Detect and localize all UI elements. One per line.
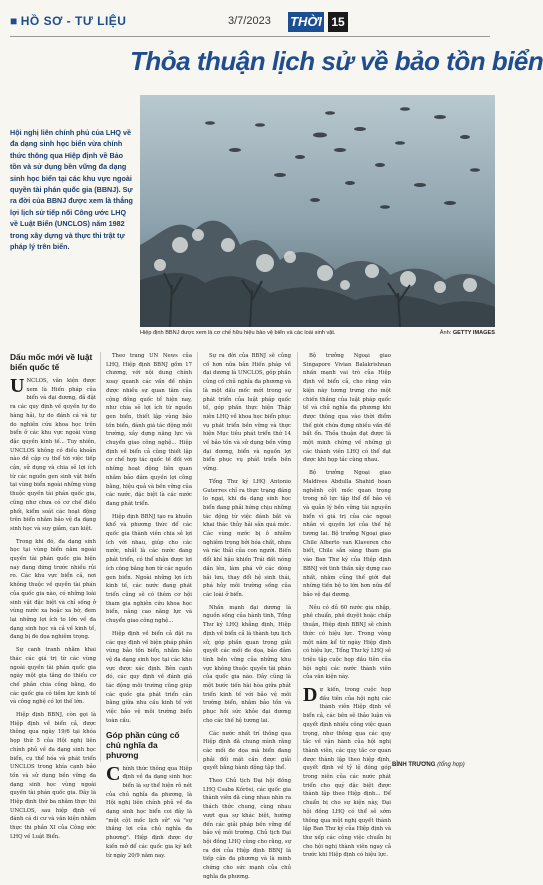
section-title: HỒ SƠ - TƯ LIỆU (20, 14, 127, 28)
paragraph: Nhấn mạnh đại dương là nguồn sống của hành tinh, Tổng Thư ký LHQ khẳng định, Hiệp định về biển cả là thành tựu lịch sử, góp phần quan trọng giải quyết các mối đe dọa, bảo đảm tính bền vững của những khu vực không thuộc quyền tài phán của quốc gia nào. Đây cũng là một bước tiến hài hòa giữa phát triển kinh tế với bảo vệ môi trường biển, nhằm bảo tồn và phục hồi sức khỏe đại dương cho các thế hệ tương lai. (203, 604, 291, 724)
article-photo (140, 95, 495, 327)
paragraph: Hiệp định BBNJ tạo ra khuôn khổ và phương thức để các quốc gia thành viên chia sẻ lợi ích với nhau, giúp cho các nước, nhất là các nước đang phát triển, có thể nhận được lợi ích công bằng hơn từ các nguồn gen biển. Ngoài những lợi ích kinh tế, các nước đang phát triển cũng sẽ có thêm cơ hội tham gia nghiên cứu khoa học biển, nâng cao năng lực và chuyển giao công nghệ... (106, 513, 192, 625)
paragraph: Tổng Thư ký LHQ Antonio Guterres chỉ ra thực trạng đáng lo ngại, khi đa dạng sinh học biển đang phải hứng chịu những tác động từ việc đánh bắt và khai thác thủy hải sản quá mức. Các vùng nước bị ô nhiễm nghiêm trọng bởi hóa chất, nhựa và rác thải của con người. Biến đổi khí hậu khiến Trái đất nóng dần lên, làm phá vỡ các dòng hải lưu, thay đổi hệ sinh thái, phá hủy môi trường sống của các loài ở biển. (203, 478, 291, 598)
paragraph: Bộ trưởng Ngoại giao Maldives Abdulla Shahid hoan nghênh cột mốc quan trọng trong nỗ lực tập thể để bảo vệ và quản lý bền vững tài nguyên biển vì giá trị của các ngoại nhân vì quyền lợi của thế hệ tương lai. Bộ trưởng Ngoại giao Chile Alberto van Klaveren cho biết, Chile sẵn sàng tham gia vào Ban Thư ký của Hiệp định BBNJ với tinh thần xây dựng cao nhất, nhằm củng thế giới đạt những tiến bộ to lớn hơn nữa để bảo vệ đại dương. (303, 470, 391, 598)
photo-credit (400, 330, 495, 336)
paragraph: Hiệp định về biển cả đặt ra các quy định về biện pháp phân vùng bảo tồn biển, nhằm bảo vệ đa dạng sinh học tại các khu vực được xác định. Bên cạnh đó, các quy định về đánh giá tác động môi trường cũng giúp các quốc gia phát triển cân bằng giữa nhu cầu kinh tế với việc bảo vệ môi trường biển toàn cầu. (106, 630, 192, 724)
photo-credit-prefix: Ảnh: (439, 330, 452, 336)
paragraph: Sự canh tranh nhằm khai thác các giá trị từ các vùng ngoài quyền tài phán quốc gia ngày một gia tăng do thiếu cơ chế phân chia công bằng, do các quốc gia có tiềm lực kinh tế và công nghệ có lợi thế lớn. (10, 647, 96, 706)
paragraph: Các nước nhất trí thông qua Hiệp định đã chung mình rằng các mối đe dọa mà biển đang phải đối mặt cần được giải quyết bằng hành động tập thể. (203, 730, 291, 772)
photo-credit-source: GETTY IMAGES (452, 330, 495, 336)
dropcap: C (106, 762, 121, 785)
byline (392, 762, 465, 768)
paragraph-text: ự kiến, trong cuộc họp đầu tiên của hội nghị các thành viên Hiệp định về biển cả, các bên sẽ thảo luận và quyết định nhiều công việc quan trọng, như thông qua các quy tắc về vận hành của hội nghị thành viên, các quy tắc cơ quan được thành lập theo hiệp định, quyết định về tỷ lệ đóng góp trong niên của các nước phát triển cho quỹ đặc biệt được thành lập theo Hiệp định... Để chuẩn bị cho sự kiện này, Đại hội đồng LHQ có thể sẽ sớm thông qua một nghị quyết thành lập Ban Thư ký của Hiệp định và thư xếp các công việc chuẩn bị cho hội nghị thành viên ngay cả trước khi Hiệp định có hiệu lực. (303, 687, 391, 859)
paragraph: Nêu có đủ 60 nước gia nhập, phê chuẩn, phê duyệt hoặc chấp thuận, Hiệp định BBNJ sẽ chính thức có hiệu lực. Trong vòng một năm kể từ ngày Hiệp định có hiệu lực, Tổng Thư ký LHQ sẽ triệu tập cuộc họp đầu tiên của hội nghị các nước thành viên của văn kiện này. (303, 604, 391, 681)
article-column-3 (203, 352, 291, 885)
paragraph (106, 762, 192, 861)
header-divider (10, 36, 490, 37)
paragraph: Theo trang UN News của LHQ, Hiệp định BBNJ gồm 17 chương, với nội dung chính xoay quanh các vấn đề nhận được nhiều sự quan tâm của cộng đồng quốc tế hiện nay, như chia sẻ lợi ích từ nguồn gen biển, thiết lập vùng bảo tồn biển, đánh giá tác động môi trường, xây dựng năng lực và chuyển giao công nghệ... Hiệp định về biển cả cũng thiết lập cơ chế hợp tác quốc tế đối với những hoạt động liên quan nhằm bảo đảm quyền lợi công bằng, hiệu quả và bền vững của các nước, đặc biệt là các nước đang phát triển. (106, 353, 192, 507)
photo-caption: Hiệp định BBNJ được xem là cơ chế hữu hiệu bảo vệ biển và các loài sinh vật. (140, 330, 336, 336)
section-bullet-icon: ■ (10, 14, 18, 28)
paragraph: Sự ra đời của BBNJ sẽ củng cố hơn nữa bản Hiến pháp về đại dương là UNCLOS, góp phần củng cố chủ nghĩa đa phương và là một dấu mốc mới trong sự phát triển của luật pháp quốc tế, góp phần thực hiện Thập niên LHQ về khoa học biển phục vụ phát triển bền vững và thực hiện Mục tiêu phát triển thứ 14 về bảo tồn và sử dụng bền vững đại dương, biển và nguồn lợi biển phục vụ phát triển bền vững. (203, 353, 291, 473)
coral-reef-image (140, 95, 495, 327)
page-header (10, 12, 490, 34)
paragraph: Hiệp định BBNJ, còn gọi là Hiệp định về biển cả, được thông qua ngày 19/6 tại khóa họp thứ 5 của Hội nghị liên chính phủ về đa dạng sinh học biển, cụ thể hóa và phát triển UNCLOS trong khía cạnh bảo tồn và sử dụng bền vững đa dạng sinh học vùng ngoài quyền tài phán quốc gia. Đây là Hiệp định thứ ba nhằm thực thi UNCLOS, sau hiệp định về đánh cá di cư và văn kiện nhằm thực thi phần XI của Công ước LHQ về Luật Biển. (10, 712, 96, 840)
subhead-multilateralism: Góp phần củng cố chủ nghĩa đa phương (106, 729, 180, 760)
article-column-4 (303, 352, 391, 864)
article-column-2 (106, 352, 192, 864)
paragraph: Theo Chủ tịch Đại hội đồng LHQ Csaba Kőrösi, các quốc gia thành viên đã cùng nhau nhìn ra thách thức chung, cùng nhau vượt qua sự khác biệt, hướng đến các giải pháp bền vững để bảo vệ môi trường. Chủ tịch Đại hội đồng LHQ cũng cho rằng, sự ra đời của Hiệp định BBNJ là tiếp cận đa phương và là minh chứng cho sức mạnh của chủ nghĩa đa phương. (203, 778, 291, 880)
dropcap: D (303, 684, 318, 707)
page-number: 15 (328, 12, 348, 32)
section-label (10, 14, 126, 28)
column-divider (197, 352, 198, 762)
byline-author: BÌNH TRƯƠNG (392, 762, 436, 768)
paragraph (10, 377, 96, 534)
paragraph-text: hính thức thông qua Hiệp định về đa dạng sinh học biển là sự thể hiện rõ nét của chủ nghĩa đa phương, là Hội nghị liên chính phủ về đa dạng sinh học biển coi đây là "một cột mốc lịch sử" và "sự thắng lợi của chủ nghĩa đa phương". Hiệp định được dự kiến mở để các quốc gia ký kết từ ngày 20/9 năm nay. (106, 765, 192, 859)
paragraph: Trong khi đó, đa dạng sinh học tại vùng biển nằm ngoài quyền tài phán quốc gia hiện nay đang đứng trước nhiều rủi ro. Các khu vực biển cả, nơi không thuộc về quyền tài phán của quốc gia nào, có những loài sinh vật đặc biệt và chỉ sống ở vùng nước xa hoặc xa bờ, đem lại những lợi ích to lớn về đa dạng sinh học và cả về kinh tế, đang bị đe dọa nghiêm trọng. (10, 538, 96, 641)
newspaper-logo: THỜI (288, 12, 324, 32)
column-divider (100, 352, 101, 762)
paragraph: Bộ trưởng Ngoại giao Singapore Vivian Balakrishnan nhấn mạnh vai trò của Hiệp định về biển cả, cho rằng văn kiện này tương trưng cho một chiến thắng của luật pháp quốc tế và chủ nghĩa đa phương khi được thông qua vào thời điểm thế giới chứa đựng nhiều vấn đề bất ổn. Thỏa thuận đạt được là một minh chứng về những gì các thành viên LHQ có thể đạt được khi họp tác cùng nhau. (303, 353, 391, 464)
issue-date: 3/7/2023 (228, 15, 271, 27)
paragraph-text: NCLOS, văn kiện được xem là Hiến pháp của biển và đại dương, đã đặt ra các quy định về quyền tự do hàng hải, tự do đánh cá và tự do nghiên cứu khoa học trên biển ở các khu vực ngoài vùng đặc quyền kinh tế... Tuy nhiên, UNCLOS không có điều khoản nào đề cập cụ thể tới việc tiếp cận, sử dụng và chia sẻ lợi ích từ các nguồn gen sinh vật biển tại vùng biển ngoài những vùng thuộc quyền tài phán quốc gia, cũng như chưa có cơ chế điều phối, kiểm soát các hoạt động trên biển nhằm bảo vệ đa dạng sinh học và suy giảm, cạn kiệt. (10, 378, 96, 532)
article-column-1 (10, 352, 96, 846)
dropcap: U (10, 375, 25, 397)
article-lead: Hội nghị liên chính phủ của LHQ về đa dạng sinh học biển vừa chính thức thông qua Hiệp định về Bảo tồn và sử dụng bền vững đa dạng sinh học biển tại các khu vực ngoài quyền tài phán quốc gia (BBNJ). Sự ra đời của BBNJ được xem là thắng lợi lịch sử tiếp nối Công ước LHQ về Luật Biển (UNCLOS) năm 1982 trong xây dựng và thực thi trật tự pháp lý trên biển. (10, 128, 133, 252)
byline-note: (tổng hợp) (437, 762, 465, 768)
paragraph (303, 686, 391, 860)
subhead-new-milestone: Dấu mốc mới về luật biển quốc tế (10, 352, 93, 372)
article-headline: Thỏa thuận lịch sử về bảo tồn biển (130, 46, 543, 76)
column-divider (297, 352, 298, 762)
